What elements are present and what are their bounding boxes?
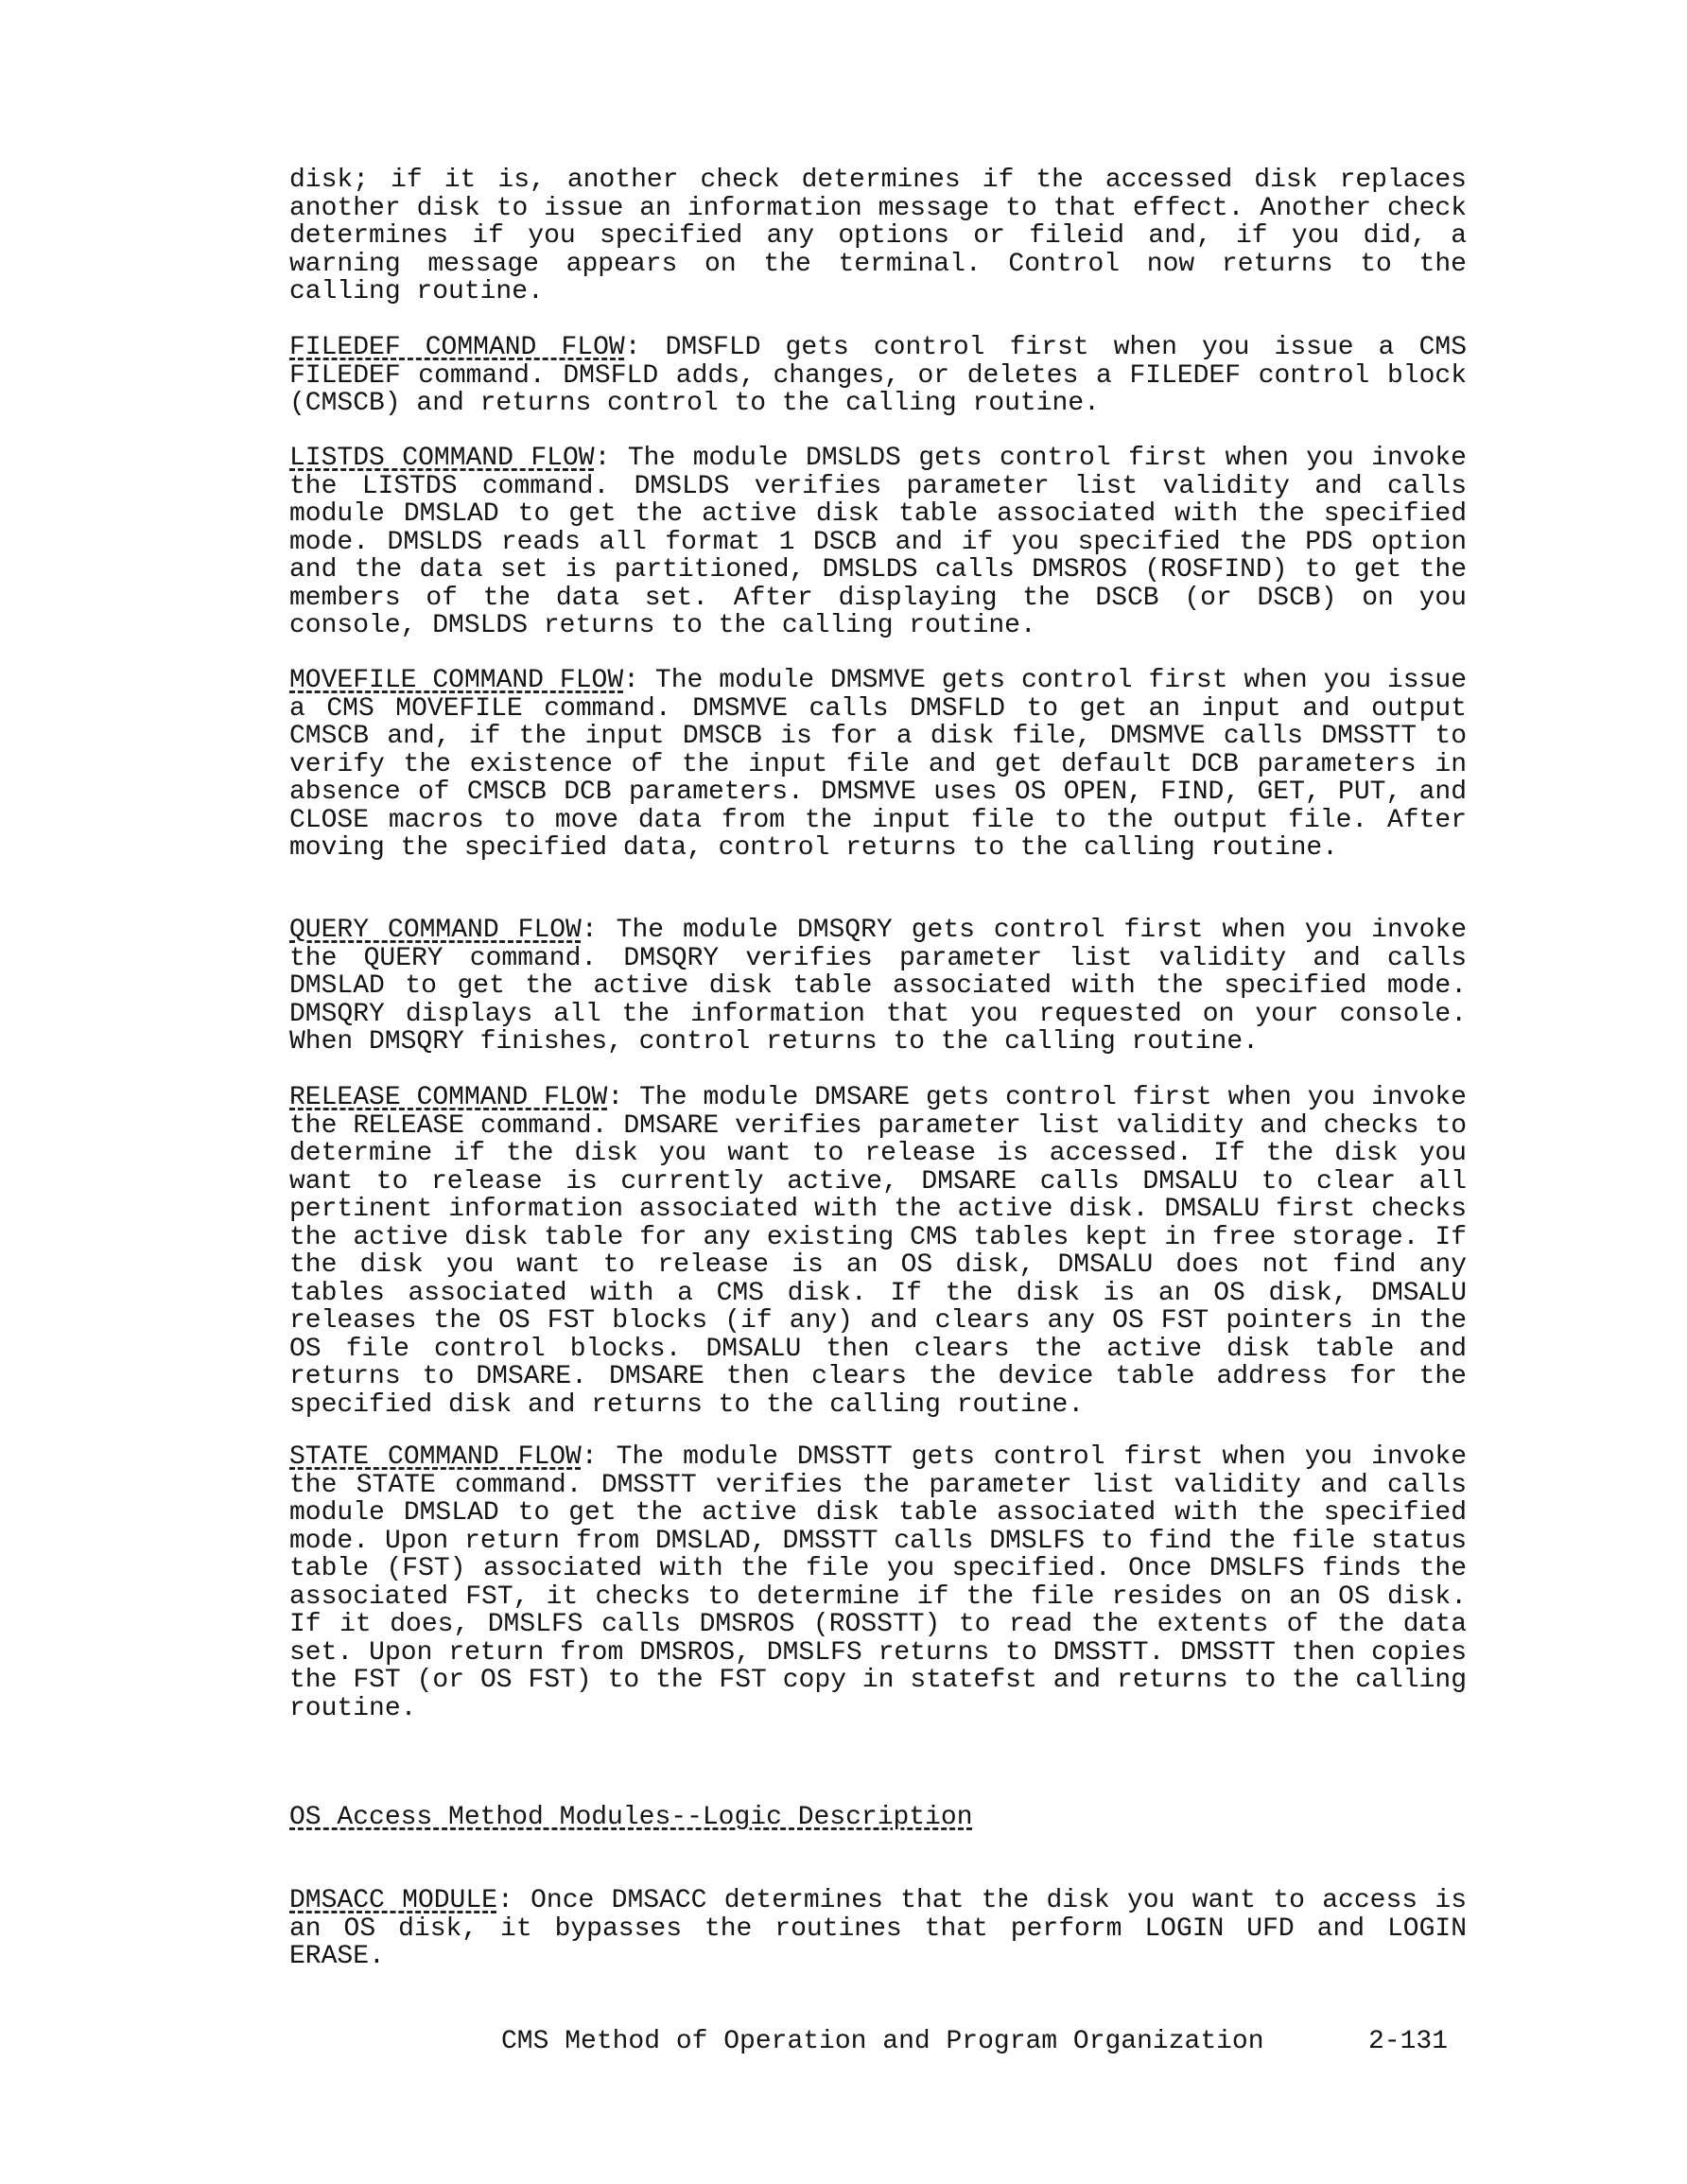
paragraph-text: : The module DMSMVE gets control first when you issue a CMS MOVEFILE command. DMSMVE calls DMSFLD to get an input and output CMSCB and, if the input DMSCB is for a disk file, DMSMVE calls DMSSTT to verify the existence of the input file and get default DCB parameters in absence of CMSCB DCB parameters. DMSMVE uses OS OPEN, FIND, GET, PUT, and CLOSE macros to move data from the input file to the output file. After moving the specified data, control returns to the calling routine. <box>289 666 1468 863</box>
page-number: 2-131 <box>1368 2027 1449 2056</box>
paragraph-intro <box>289 166 1467 306</box>
paragraph-release <box>289 1084 1467 1419</box>
paragraph-text: : The module DMSARE gets control first when you invoke the RELEASE command. DMSARE verifies parameter list validity and checks to determine if the disk you want to release is accessed. If the disk you want to release is currently active, DMSARE calls DMSALU to clear all pertinent information associated with the active disk. DMSALU first checks the active disk table for any existing CMS tables kept in free storage. If the disk you want to release is an OS disk, DMSALU does not find any tables associated with a CMS disk. If the disk is an OS disk, DMSALU releases the OS FST blocks (if any) and clears any OS FST pointers in the OS file control blocks. DMSALU then clears the active disk table and returns to DMSARE. DMSARE then clears the device table address for the specified disk and returns to the calling routine. <box>289 1083 1467 1420</box>
paragraph-heading: DMSACC MODULE <box>289 1886 497 1915</box>
paragraph-text: : The module DMSQRY gets control first when you invoke the QUERY command. DMSQRY verifies parameter list validity and calls DMSLAD to get the active disk table associated with the specified mode. DMSQRY displays all the information that you requested on your console. When DMSQRY finishes, control returns to the calling routine. <box>289 916 1467 1057</box>
paragraph-heading: STATE COMMAND FLOW <box>289 1442 582 1472</box>
paragraph-heading: FILEDEF COMMAND FLOW <box>289 333 625 362</box>
paragraph-text: : Once DMSACC determines that the disk you want to access is an OS disk, it bypasses the routines that perform LOGIN UFD and LOGIN ERASE. <box>289 1886 1467 1971</box>
paragraph-text: : The module DMSSTT gets control first when you invoke the STATE command. DMSSTT verifies the parameter list validity and calls module DMSLAD to get the active disk table associated with the specified mode. Upon return from DMSLAD, DMSSTT calls DMSLFS to find the file status table (FST) associated with the file you specified. Once DMSLFS finds the associated FST, it checks to determine if the file resides on an OS disk. If it does, DMSLFS calls DMSROS (ROSSTT) to read the extents of the data set. Upon return from DMSROS, DMSLFS returns to DMSSTT. DMSSTT then copies the FST (or OS FST) to the FST copy in statefst and returns to the calling routine. <box>289 1442 1467 1723</box>
footer-title: CMS Method of Operation and Program Organization <box>501 2027 1264 2056</box>
paragraph-text: : The module DMSLDS gets control first when you invoke the LISTDS command. DMSLDS verifies parameter list validity and calls module DMSLAD to get the active disk table associated with the specified mode. DMSLDS reads all format 1 DSCB and if you specified the PDS option and the data set is partitioned, DMSLDS calls DMSROS (ROSFIND) to get the members of the data set. After displaying the DSCB (or DSCB) on you console, DMSLDS returns to the calling routine. <box>289 444 1467 640</box>
paragraph-filedef <box>289 334 1467 418</box>
paragraph-heading: QUERY COMMAND FLOW <box>289 916 582 945</box>
paragraph-text: disk; if it is, another check determines if the accessed disk replaces another disk to issue an information message to that effect. Another check determines if you specified any options or fileid and, if you did, a warning message appears on the terminal. Control now returns to the calling routine. <box>289 166 1467 306</box>
paragraph-state <box>289 1443 1467 1722</box>
paragraph-heading: MOVEFILE COMMAND FLOW <box>289 666 624 695</box>
paragraph-heading: LISTDS COMMAND FLOW <box>289 444 595 473</box>
paragraph-dmsacc <box>289 1887 1467 1971</box>
paragraph-listds <box>289 445 1467 640</box>
paragraph-query <box>289 917 1467 1057</box>
paragraph-text: : DMSFLD gets control first when you issue a CMS FILEDEF command. DMSFLD adds, changes, or deletes a FILEDEF control block (CMSCB) and returns control to the calling routine. <box>289 333 1468 418</box>
paragraph-heading: RELEASE COMMAND FLOW <box>289 1083 608 1112</box>
section-heading: OS Access Method Modules--Logic Description <box>289 1803 973 1832</box>
paragraph-movefile <box>289 667 1467 863</box>
